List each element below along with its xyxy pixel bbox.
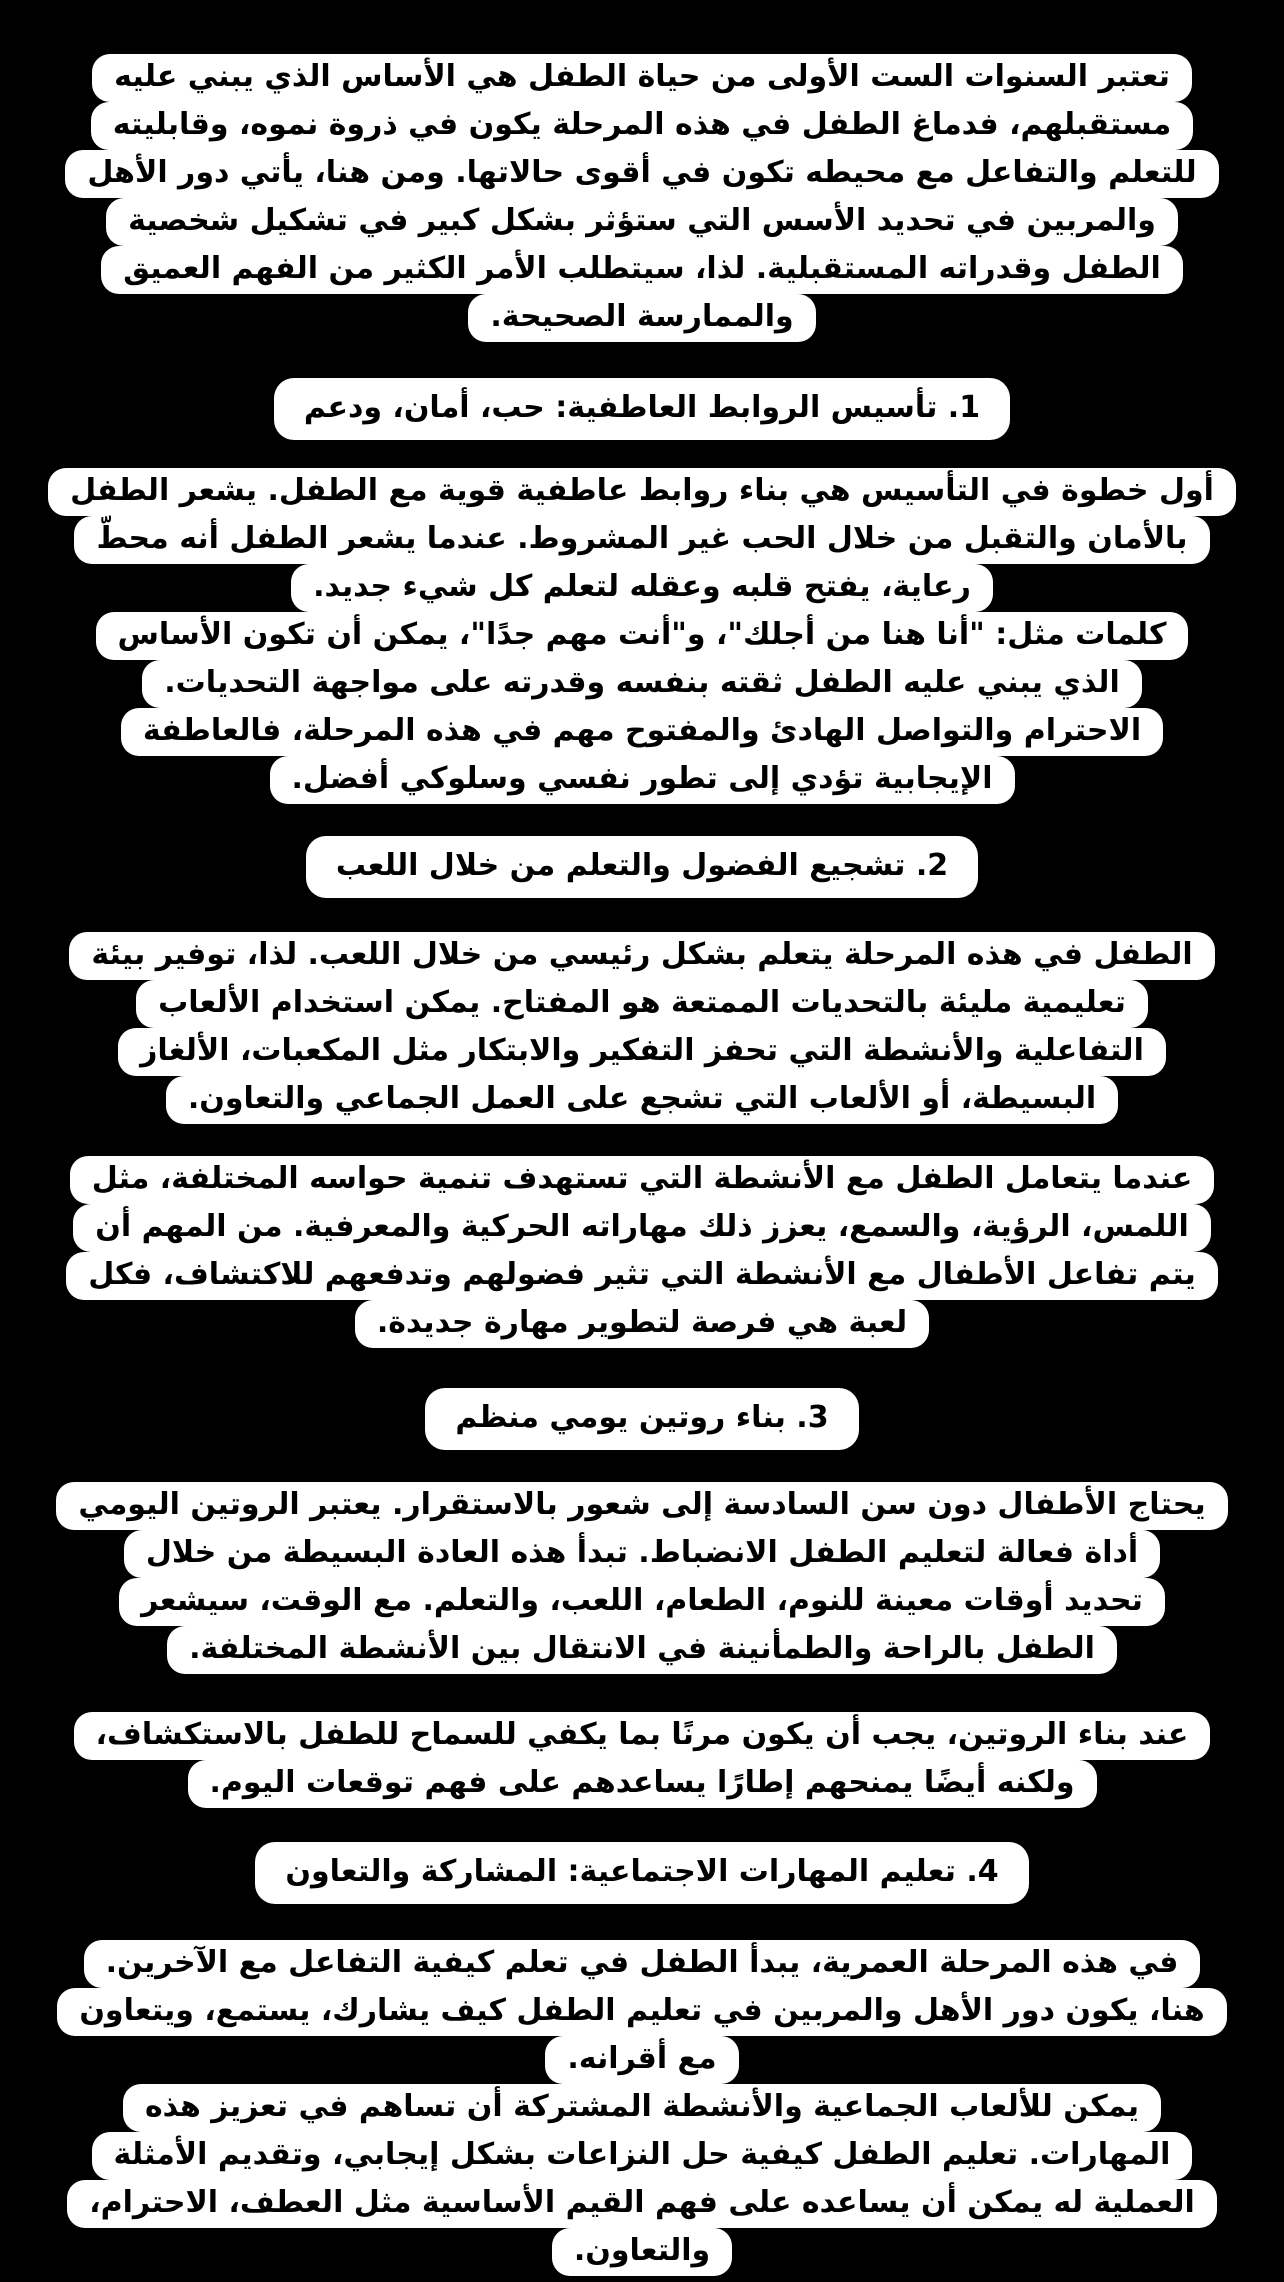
text-line: أول خطوة في التأسيس هي بناء روابط عاطفية قوية مع الطفل. يشعر الطفل bbox=[48, 468, 1236, 516]
section-4-paragraph bbox=[0, 1940, 1284, 2276]
text-line: تعليمية مليئة بالتحديات الممتعة هو المفتاح. يمكن استخدام الألعاب bbox=[136, 980, 1148, 1028]
section-heading-2 bbox=[0, 836, 1284, 898]
section-heading-3 bbox=[0, 1388, 1284, 1450]
section-heading-4 bbox=[0, 1842, 1284, 1904]
text-line: أداة فعالة لتعليم الطفل الانضباط. تبدأ هذه العادة البسيطة من خلال bbox=[124, 1530, 1160, 1578]
text-line: مع أقرانه. bbox=[545, 2036, 738, 2084]
text-line: يحتاج الأطفال دون سن السادسة إلى شعور بالاستقرار. يعتبر الروتين اليومي bbox=[56, 1482, 1227, 1530]
text-line: والتعاون. bbox=[552, 2228, 732, 2276]
text-line: رعاية، يفتح قلبه وعقله لتعلم كل شيء جديد. bbox=[291, 564, 993, 612]
text-line: الذي يبني عليه الطفل ثقته بنفسه وقدرته على مواجهة التحديات. bbox=[142, 660, 1141, 708]
text-line: والممارسة الصحيحة. bbox=[468, 294, 815, 342]
text-line: عند بناء الروتين، يجب أن يكون مرنًا بما يكفي للسماح للطفل بالاستكشاف، bbox=[74, 1712, 1211, 1760]
text-line: هنا، يكون دور الأهل والمربين في تعليم الطفل كيف يشارك، يستمع، ويتعاون bbox=[57, 1988, 1226, 2036]
section-1-paragraph bbox=[0, 468, 1284, 804]
text-line: للتعلم والتفاعل مع محيطه تكون في أقوى حالاتها. ومن هنا، يأتي دور الأهل bbox=[65, 150, 1218, 198]
text-line: بالأمان والتقبل من خلال الحب غير المشروط. عندما يشعر الطفل أنه محطّ bbox=[74, 516, 1209, 564]
text-line: مستقبلهم، فدماغ الطفل في هذه المرحلة يكون في ذروة نموه، وقابليته bbox=[91, 102, 1193, 150]
text-line: العملية له يمكن أن يساعده على فهم القيم الأساسية مثل العطف، الاحترام، bbox=[67, 2180, 1216, 2228]
text-line: اللمس، الرؤية، والسمع، يعزز ذلك مهاراته الحركية والمعرفية. من المهم أن bbox=[73, 1204, 1211, 1252]
text-line: الطفل وقدراته المستقبلية. لذا، سيتطلب الأمر الكثير من الفهم العميق bbox=[101, 246, 1183, 294]
text-line: والمربين في تحديد الأسس التي ستؤثر بشكل كبير في تشكيل شخصية bbox=[106, 198, 1178, 246]
text-line: في هذه المرحلة العمرية، يبدأ الطفل في تعلم كيفية التفاعل مع الآخرين. bbox=[84, 1940, 1201, 1988]
text-line: كلمات مثل: "أنا هنا من أجلك"، و"أنت مهم جدًا"، يمكن أن تكون الأساس bbox=[96, 612, 1189, 660]
text-line: تحديد أوقات معينة للنوم، الطعام، اللعب، والتعلم. مع الوقت، سيشعر bbox=[119, 1578, 1165, 1626]
text-line: الطفل في هذه المرحلة يتعلم بشكل رئيسي من خلال اللعب. لذا، توفير بيئة bbox=[69, 932, 1214, 980]
section-2-paragraph-1 bbox=[0, 932, 1284, 1124]
text-line: البسيطة، أو الألعاب التي تشجع على العمل الجماعي والتعاون. bbox=[166, 1076, 1118, 1124]
text-line: يمكن للألعاب الجماعية والأنشطة المشتركة أن تساهم في تعزيز هذه bbox=[123, 2084, 1161, 2132]
text-line: التفاعلية والأنشطة التي تحفز التفكير والابتكار مثل المكعبات، الألغاز bbox=[118, 1028, 1166, 1076]
heading-text: 3. بناء روتين يومي منظم bbox=[425, 1388, 858, 1450]
heading-text: 1. تأسيس الروابط العاطفية: حب، أمان، ودعم bbox=[274, 378, 1010, 440]
section-heading-1 bbox=[0, 378, 1284, 440]
text-line: الاحترام والتواصل الهادئ والمفتوح مهم في هذه المرحلة، فالعاطفة bbox=[121, 708, 1163, 756]
intro-paragraph bbox=[0, 54, 1284, 342]
text-line: المهارات. تعليم الطفل كيفية حل النزاعات بشكل إيجابي، وتقديم الأمثلة bbox=[92, 2132, 1193, 2180]
section-3-paragraph-1 bbox=[0, 1482, 1284, 1674]
text-line: الطفل بالراحة والطمأنينة في الانتقال بين الأنشطة المختلفة. bbox=[167, 1626, 1117, 1674]
text-line: يتم تفاعل الأطفال مع الأنشطة التي تثير فضولهم وتدفعهم للاكتشاف، فكل bbox=[66, 1252, 1218, 1300]
text-line: لعبة هي فرصة لتطوير مهارة جديدة. bbox=[355, 1300, 929, 1348]
text-line: عندما يتعامل الطفل مع الأنشطة التي تستهدف تنمية حواسه المختلفة، مثل bbox=[70, 1156, 1215, 1204]
text-line: تعتبر السنوات الست الأولى من حياة الطفل هي الأساس الذي يبني عليه bbox=[92, 54, 1192, 102]
text-line: ولكنه أيضًا يمنحهم إطارًا يساعدهم على فهم توقعات اليوم. bbox=[188, 1760, 1097, 1808]
section-2-paragraph-2 bbox=[0, 1156, 1284, 1348]
heading-text: 2. تشجيع الفضول والتعلم من خلال اللعب bbox=[306, 836, 978, 898]
heading-text: 4. تعليم المهارات الاجتماعية: المشاركة والتعاون bbox=[255, 1842, 1028, 1904]
section-3-paragraph-2 bbox=[0, 1712, 1284, 1808]
text-line: الإيجابية تؤدي إلى تطور نفسي وسلوكي أفضل. bbox=[270, 756, 1015, 804]
